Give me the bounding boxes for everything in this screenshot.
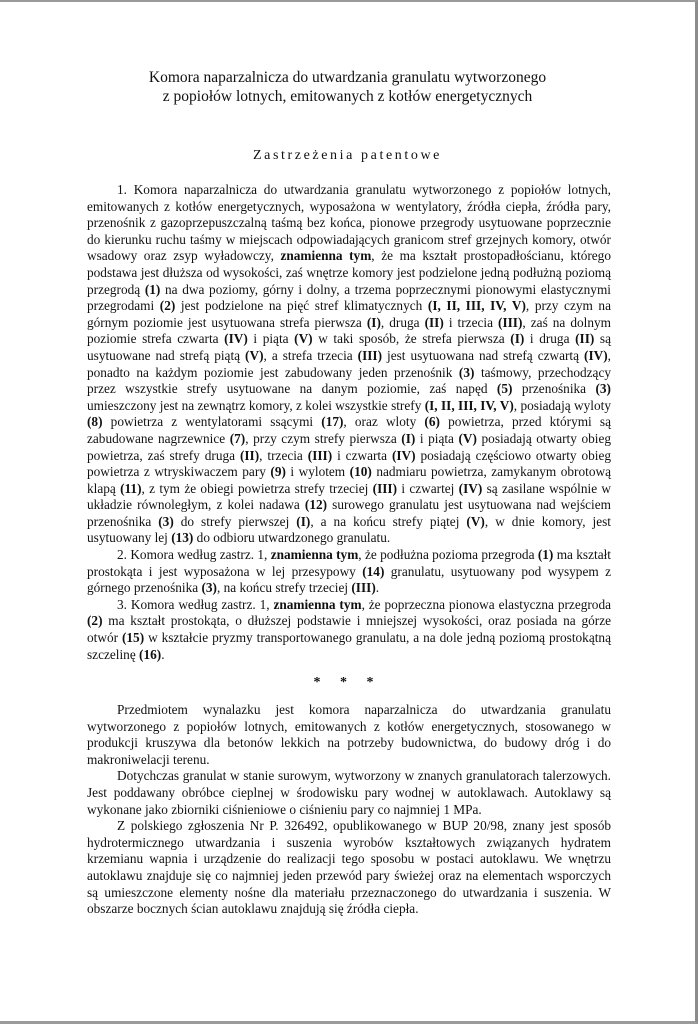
bold-reference: (6) bbox=[424, 414, 440, 430]
bold-reference: (I) bbox=[296, 513, 311, 529]
title-line-2: z popiołów lotnych, emitowanych z kotłów energetycznych bbox=[162, 88, 533, 105]
description-paragraph-2: Dotychczas granulat w stanie surowym, wytworzony w znanych granulatorach talerzowych. Jest poddawany obróbce cieplnej w środowisku pary wodnej w autoklawach. Autoklawy są wykonane jako zbiorniki ciśnieniowe o ciśnieniu pary co najmniej 1 MPa. bbox=[87, 768, 611, 817]
bold-reference: (I) bbox=[401, 430, 416, 446]
bold-reference: (III) bbox=[498, 314, 523, 330]
bold-reference: (III) bbox=[372, 480, 398, 496]
bold-reference: (IV) bbox=[391, 447, 416, 463]
bold-reference: (10) bbox=[349, 464, 372, 480]
bold-reference: (III) bbox=[357, 347, 383, 363]
bold-reference: (13) bbox=[171, 530, 194, 546]
bold-reference: (3) bbox=[158, 513, 174, 529]
description-paragraph-3: Z polskiego zgłoszenia Nr P. 326492, opublikowanego w BUP 20/98, znany jest sposób hydrotermicznego utwardzania i suszenia wyrobów kształtowych związanych hydratem krzemianu wapnia i urządzenie do realizacji tego sposobu w postaci autoklawu. We wnętrzu autoklawu znajduje się co najmniej jeden przewód pary świeżej oraz na elementach wsporczych są umieszczone elementy nośne dla materiału przeznaczonego do utwardzania i suszenia. W obszarze bocznych ścian autoklawu znajdują się źródła ciepła. bbox=[87, 818, 611, 917]
bold-reference: (IV) bbox=[458, 480, 483, 496]
bold-reference: (I) bbox=[366, 314, 381, 330]
bold-reference: (5) bbox=[496, 381, 513, 397]
bold-reference: (2) bbox=[87, 613, 103, 629]
bold-reference: (V) bbox=[245, 347, 264, 363]
bold-reference: (11) bbox=[120, 480, 142, 496]
bold-reference: (IV) bbox=[584, 347, 608, 363]
bold-reference: (2) bbox=[159, 298, 176, 314]
bold-reference: (I) bbox=[510, 331, 525, 347]
bold-reference: (17) bbox=[321, 414, 344, 430]
bold-reference: (3) bbox=[201, 580, 217, 596]
bold-reference: (9) bbox=[270, 464, 286, 480]
bold-reference: (V) bbox=[466, 513, 485, 529]
title-line-1: Komora naparzalnicza do utwardzania granulatu wytworzonego bbox=[148, 69, 547, 86]
bold-reference: (3) bbox=[595, 381, 611, 397]
bold-reference: znamienna tym bbox=[280, 248, 372, 264]
document-title bbox=[0, 68, 695, 106]
bold-reference: (1) bbox=[537, 547, 554, 563]
bold-reference: (I, II, III, IV, V) bbox=[427, 298, 526, 314]
claims-section bbox=[87, 182, 611, 663]
bold-reference: znamienna tym bbox=[270, 547, 359, 563]
bold-reference: (III) bbox=[307, 447, 333, 463]
bold-reference: (8) bbox=[87, 414, 103, 430]
bold-reference: (7) bbox=[229, 430, 246, 446]
description-paragraph-1: Przedmiotem wynalazku jest komora naparzalnicza do utwardzania granulatu wytworzonego z popiołów lotnych, emitowanych z kotłów energetycznych, stosowanego w produkcji kruszywa dla betonów lekkich na potrzeby budownictwa, do budowy dróg i do makroniwelacji terenu. bbox=[87, 702, 611, 767]
bold-reference: (1) bbox=[144, 281, 161, 297]
bold-reference: (3) bbox=[458, 364, 475, 380]
claims-heading: Zastrzeżenia patentowe bbox=[253, 148, 442, 163]
bold-reference: (14) bbox=[362, 563, 385, 579]
bold-reference: (III) bbox=[351, 580, 376, 596]
bold-reference: (V) bbox=[458, 430, 477, 446]
claim-2: 2. Komora według zastrz. 1, znamienna tym, że podłużna pozioma przegroda (1) ma kształt prostokąta i jest wyposażona w lej przesypowy (14) granulatu, usytuowany pod wysypem z górnego przenośnika (3), na końcu strefy trzeciej (III). bbox=[87, 547, 611, 596]
bold-reference: (II) bbox=[575, 331, 595, 347]
bold-reference: (12) bbox=[304, 497, 328, 513]
bold-reference: (I, II, III, IV, V) bbox=[424, 397, 514, 413]
claim-3: 3. Komora według zastrz. 1, znamienna tym, że poprzeczna pionowa elastyczna przegroda (2) ma kształt prostokąta, o dłuższej podstawie i mniejszej wysokości, oraz posiada na górze otwór (15) w kształcie pryzmy transportowanego granulatu, a na dole jedną poziomą prostokątną szczelinę (16). bbox=[87, 596, 611, 662]
claim-1: 1. Komora naparzalnicza do utwardzania granulatu wytworzonego z popiołów lotnych, emitowanych z kotłów energetycznych, wyposażona w wentylatory, źródła ciepła, źródła pary, przenośnik z gazoprzepuszczalną taśmą bez końca, pionowe przegrody usytuowane poprzecznie do kierunku ruchu taśmy w miejscach odpowiadających granicom stref grzejnych komory, otwór wsadowy oraz zsyp wyładowczy, znamienna tym, że ma kształt prostopadłościanu, którego podstawa jest dłuższa od wysokości, zaś wnętrze komory jest podzielone jedną podłużną poziomą przegrodą (1) na dwa poziomy, górny i dolny, a trzema poprzecznymi pionowymi elastycznymi przegrodami (2) jest podzielone na pięć stref klimatycznych (I, II, III, IV, V), przy czym na górnym poziomie jest usytuowana strefa pierwsza (I), druga (II) i trzecia (III), zaś na dolnym poziomie strefa czwarta (IV) i piąta (V) w taki sposób, że strefa pierwsza (I) i druga (II) są usytuowane nad strefą piątą (V), a strefa trzecia (III) jest usytuowana nad strefą czwartą (IV), ponadto na każdym poziomie jest zabudowany jeden przenośnik (3) taśmowy, przechodzący przez wszystkie strefy usytuowane na danym poziomie, zaś napęd (5) przenośnika (3) umieszczony jest na zewnątrz komory, z kolei wszystkie strefy (I, II, III, IV, V), posiadają wyloty (8) powietrza z wentylatorami ssącymi (17), oraz wloty (6) powietrza, przed którymi są zabudowane nagrzewnice (7), przy czym strefy pierwsza (I) i piąta (V) posiadają otwarty obieg powietrza, zaś strefy druga (II), trzecia (III) i czwarta (IV) posiadają częściowo otwarty obieg powietrza z wtryskiwaczem pary (9) i wylotem (10) nadmiaru powietrza, zamykanym obrotową klapą (11), z tym że obiegi powietrza strefy trzeciej (III) i czwartej (IV) są zasilane wspólnie w układzie równoległym, z kolei nadawa (12) surowego granulatu jest usytuowana nad wejściem przenośnika (3) do strefy pierwszej (I), a na końcu strefy piątej (V), w dnie komory, jest usytuowany lej (13) do odbioru utwardzonego granulatu. bbox=[87, 182, 612, 546]
bold-reference: (V) bbox=[294, 331, 313, 347]
description-section bbox=[87, 702, 611, 918]
bold-reference: (II) bbox=[424, 314, 444, 330]
bold-reference: (II) bbox=[239, 447, 260, 463]
bold-reference: (16) bbox=[139, 646, 162, 662]
bold-reference: (IV) bbox=[224, 331, 248, 347]
bold-reference: (15) bbox=[121, 630, 145, 646]
bold-reference: znamienna tym bbox=[273, 596, 362, 612]
section-separator: * * * bbox=[313, 675, 382, 690]
